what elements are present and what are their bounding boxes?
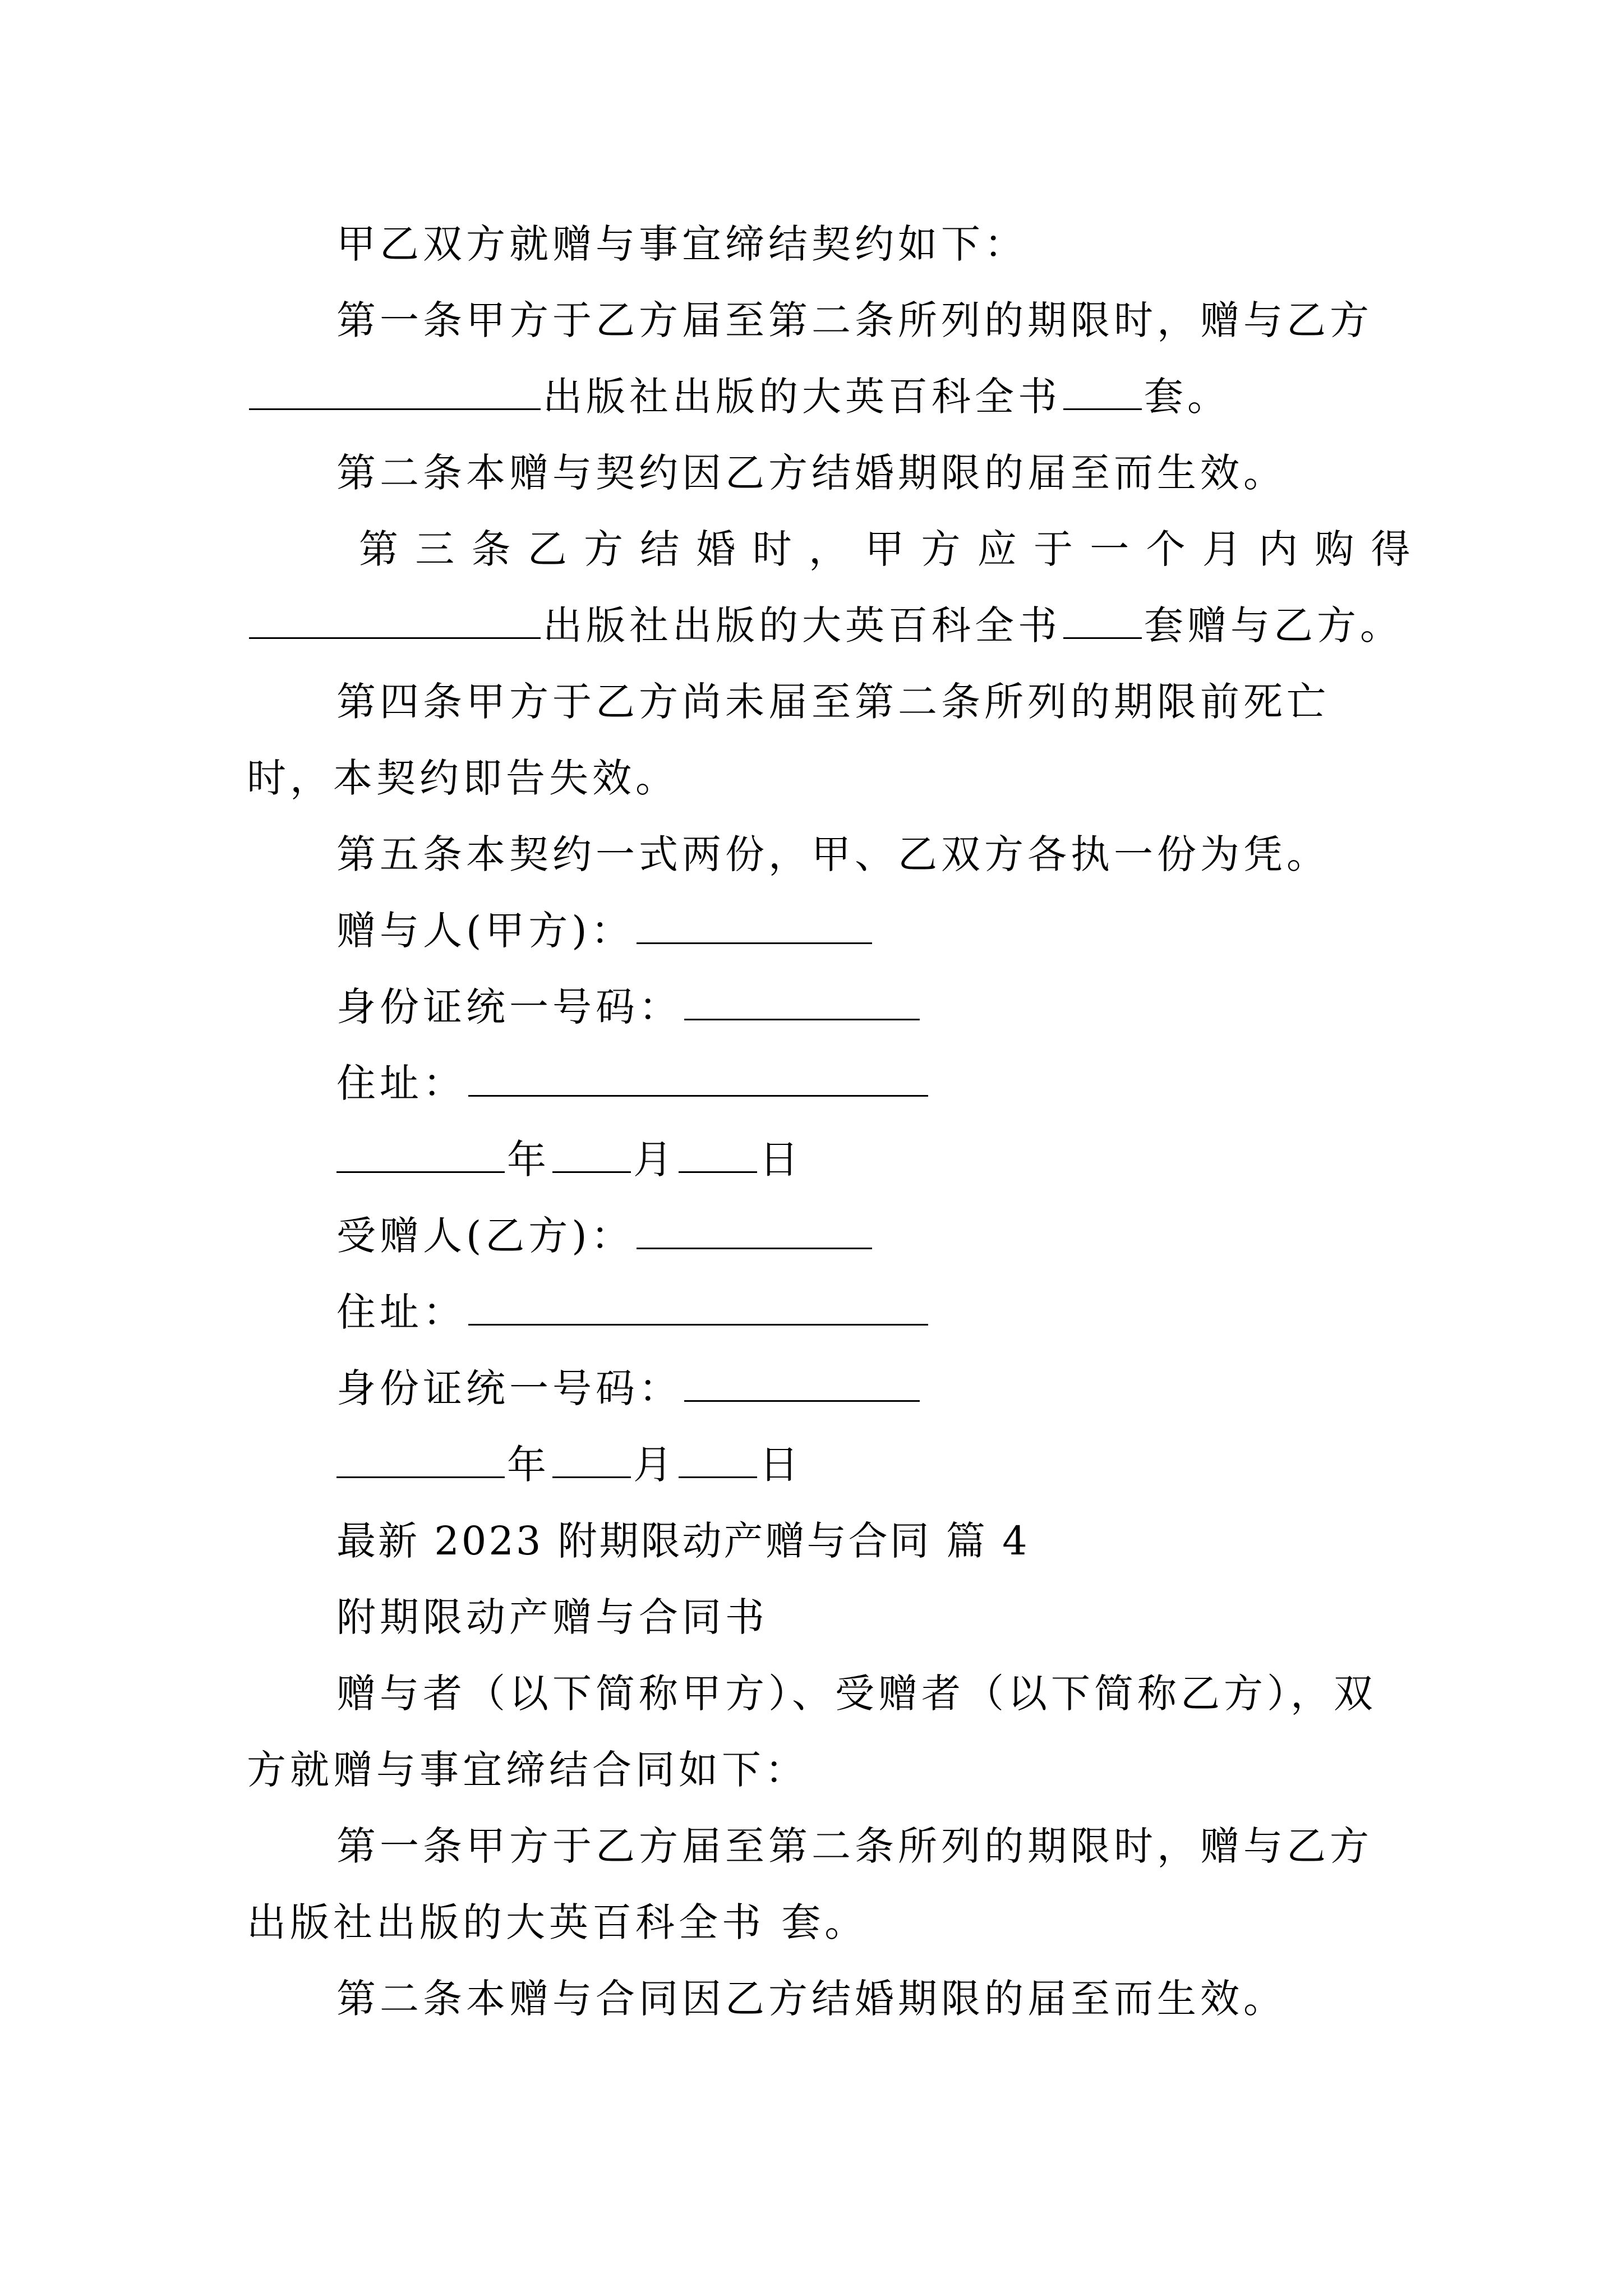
article-3-line-1: 第 三 条 乙 方 结 婚 时 ， 甲 方 应 于 一 个 月 内 购 得	[359, 526, 1413, 572]
article-4-line-1: 第四条甲方于乙方尚未届至第二条所列的期限前死亡	[336, 679, 1330, 725]
parties-line-1: 赠与者（以下简称甲方）、受赠者（以下简称乙方），双	[336, 1671, 1377, 1717]
donor-label: 赠与人(甲方)：	[336, 908, 634, 954]
donee-label: 受赠人(乙方)：	[336, 1213, 634, 1259]
donee-address-row	[336, 1289, 930, 1335]
donee-month-blank[interactable]	[552, 1447, 631, 1478]
donor-id-label: 身份证统一号码：	[336, 984, 682, 1030]
parties-line-2: 方就赠与事宜缔结合同如下：	[247, 1747, 808, 1793]
month-label: 月	[633, 1137, 676, 1182]
donor-label-row	[336, 908, 874, 954]
day-label: 日	[759, 1137, 803, 1182]
blank-quantity-1[interactable]	[1063, 379, 1142, 410]
year-label-2: 年	[507, 1442, 550, 1488]
donee-id-blank[interactable]	[684, 1371, 920, 1402]
donee-label-row	[336, 1213, 874, 1259]
article-3-line-2	[247, 602, 1403, 648]
quantity-unit-1: 套。	[1144, 374, 1230, 420]
donee-address-blank[interactable]	[468, 1295, 928, 1326]
donee-id-row	[336, 1365, 922, 1411]
year-label: 年	[507, 1137, 550, 1182]
donor-name-blank[interactable]	[637, 913, 872, 944]
donee-day-blank[interactable]	[679, 1447, 757, 1478]
blank-quantity-2[interactable]	[1063, 608, 1142, 639]
article-4-line-2: 时，本契约即告失效。	[247, 755, 679, 801]
month-label-2: 月	[633, 1442, 676, 1488]
article-1-line-2	[247, 374, 1230, 420]
article-1-line-1: 第一条甲方于乙方届至第二条所列的期限时，赠与乙方	[336, 297, 1373, 343]
donee-id-label: 身份证统一号码：	[336, 1365, 682, 1411]
donor-address-row	[336, 1060, 930, 1106]
donor-year-blank[interactable]	[336, 1142, 505, 1173]
contract-article-1-line-1: 第一条甲方于乙方届至第二条所列的期限时，赠与乙方	[336, 1823, 1373, 1869]
publisher-text-2: 出版社出版的大英百科全书	[543, 602, 1061, 648]
blank-publisher-2[interactable]	[249, 608, 541, 639]
contract-article-2: 第二条本赠与合同因乙方结婚期限的届至而生效。	[336, 1976, 1287, 2022]
contract-article-1-line-2: 出版社出版的大英百科全书 套。	[247, 1899, 868, 1945]
donor-month-blank[interactable]	[552, 1142, 631, 1173]
contract-title: 附期限动产赠与合同书	[336, 1594, 768, 1640]
blank-publisher-1[interactable]	[249, 379, 541, 410]
donee-address-label: 住址：	[336, 1289, 466, 1335]
publisher-text-1: 出版社出版的大英百科全书	[543, 374, 1061, 420]
donor-id-blank[interactable]	[684, 990, 920, 1020]
donee-date-row	[336, 1442, 803, 1488]
paragraph-intro: 甲乙双方就赠与事宜缔结契约如下：	[336, 221, 1027, 267]
article-2: 第二条本赠与契约因乙方结婚期限的届至而生效。	[336, 450, 1287, 496]
donor-id-row	[336, 984, 922, 1030]
donor-day-blank[interactable]	[679, 1142, 757, 1173]
section-heading: 最新 2023 附期限动产赠与合同 篇 4	[336, 1518, 1030, 1564]
donor-date-row	[336, 1137, 803, 1182]
donee-year-blank[interactable]	[336, 1447, 505, 1478]
donor-address-label: 住址：	[336, 1060, 466, 1106]
donee-name-blank[interactable]	[637, 1218, 872, 1249]
donor-address-blank[interactable]	[468, 1066, 928, 1097]
article-5: 第五条本契约一式两份，甲、乙双方各执一份为凭。	[336, 831, 1330, 877]
quantity-unit-2: 套赠与乙方。	[1144, 602, 1403, 648]
day-label-2: 日	[759, 1442, 803, 1488]
